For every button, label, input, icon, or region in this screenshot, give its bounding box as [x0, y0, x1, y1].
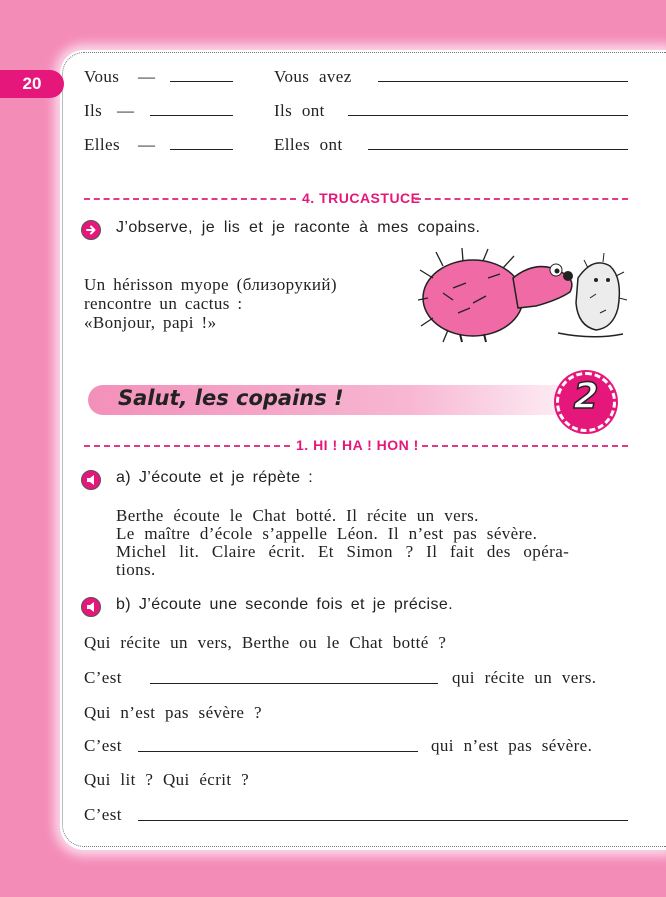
question-1: Qui récite un vers, Berthe ou le Chat botté ? [84, 633, 447, 652]
section-title-trucastuce: 4. TRUCASTUCE [302, 190, 421, 206]
section-divider [84, 198, 296, 200]
blank-field[interactable] [170, 149, 233, 150]
lesson-title: Salut, les copains ! [118, 386, 344, 410]
blank-field[interactable] [368, 149, 628, 150]
answer-start: C’est [84, 736, 122, 755]
instruction-observe: J’observe, je lis et je raconte à mes copains. [116, 219, 481, 236]
reading-line: Le maître d’école s’appelle Léon. Il n’est pas sévère. [116, 524, 538, 543]
blank-field[interactable] [378, 81, 628, 82]
verb-elles-ont: Elles ont [274, 135, 343, 154]
verb-vous-avez: Vous avez [274, 67, 352, 86]
arrow-right-icon [81, 220, 101, 240]
blank-field[interactable] [150, 115, 233, 116]
answer-end: qui n’est pas sévère. [431, 736, 593, 755]
section-title-hi-ha-hon: 1. HI ! HA ! HON ! [296, 437, 419, 453]
reading-line: Berthe écoute le Chat botté. Il récite un vers. [116, 506, 479, 525]
blank-field[interactable] [170, 81, 233, 82]
blank-field[interactable] [348, 115, 628, 116]
answer-start: C’est [84, 668, 122, 687]
verb-ils-ont: Ils ont [274, 101, 325, 120]
instruction-listen-repeat: a) J’écoute et je répète : [116, 469, 314, 486]
reading-line: tions. [116, 560, 156, 579]
answer-blank[interactable] [150, 683, 438, 684]
question-3: Qui lit ? Qui écrit ? [84, 770, 250, 789]
speaker-icon[interactable] [81, 470, 101, 490]
instruction-listen-again: b) J’écoute une seconde fois et je précise. [116, 596, 454, 613]
section-divider [84, 445, 290, 447]
speaker-icon[interactable] [81, 597, 101, 617]
pronoun-ils: Ils [84, 101, 103, 120]
poem-line: rencontre un cactus : [84, 294, 243, 313]
dash: — [138, 135, 156, 154]
answer-blank[interactable] [138, 751, 418, 752]
answer-end: qui récite un vers. [452, 668, 597, 687]
poem-line: «Bonjour, papi !» [84, 313, 217, 332]
section-divider [415, 198, 628, 200]
dash: — [117, 101, 135, 120]
answer-start: C’est [84, 805, 122, 824]
dash: — [138, 67, 156, 86]
pronoun-vous: Vous [84, 67, 120, 86]
hedgehog-cactus-illustration [418, 248, 628, 343]
question-2: Qui n’est pas sévère ? [84, 703, 262, 722]
section-divider [422, 445, 628, 447]
poem-line: Un hérisson myope (близорукий) [84, 275, 337, 294]
answer-blank[interactable] [138, 820, 628, 821]
pronoun-elles: Elles [84, 135, 120, 154]
lesson-number: 2 [573, 376, 599, 417]
reading-line: Michel lit. Claire écrit. Et Simon ? Il fait des opéra- [116, 542, 570, 561]
page-number: 20 [0, 70, 64, 98]
